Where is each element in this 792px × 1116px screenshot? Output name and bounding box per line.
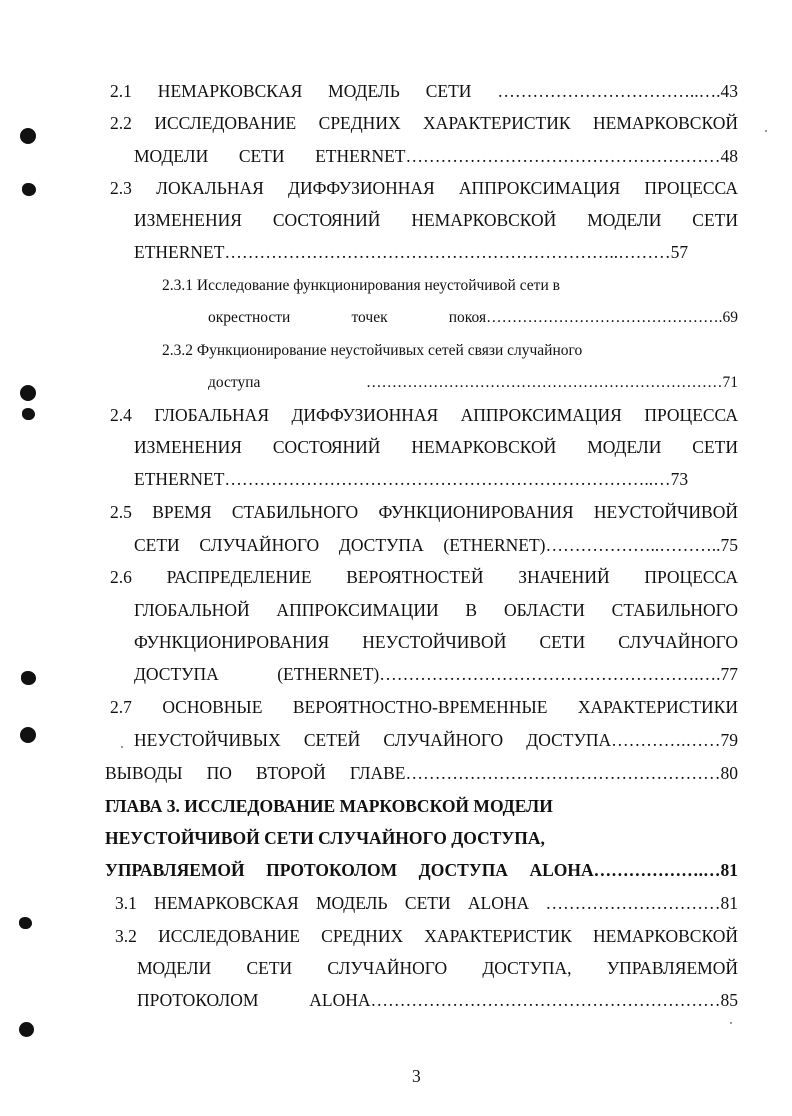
toc-entry-2-6-line1: 2.6 РАСПРЕДЕЛЕНИЕ ВЕРОЯТНОСТЕЙ ЗНАЧЕНИЙ ПРОЦЕССА xyxy=(110,567,738,587)
toc-entry-2-4-line2: ИЗМЕНЕНИЯ СОСТОЯНИЙ НЕМАРКОВСКОЙ МОДЕЛИ СЕТИ xyxy=(134,437,738,457)
toc-entry-2-6-line4: ДОСТУПА (ETHERNET)……………………………………………….….77 xyxy=(134,664,738,684)
toc-entry-2-7-line2: НЕУСТОЙЧИВЫХ СЕТЕЙ СЛУЧАЙНОГО ДОСТУПА………….……79 xyxy=(134,730,738,750)
punch-hole-mark xyxy=(19,917,32,929)
toc-entry-3-2-line1: 3.2 ИССЛЕДОВАНИЕ СРЕДНИХ ХАРАКТЕРИСТИК НЕМАРКОВСКОЙ xyxy=(115,926,738,946)
toc-entry-2-2-line2: МОДЕЛИ СЕТИ ETHERNET………………………………………………48 xyxy=(134,146,738,166)
toc-entry-2-6-line2: ГЛОБАЛЬНОЙ АППРОКСИМАЦИИ В ОБЛАСТИ СТАБИЛЬНОГО xyxy=(134,600,738,620)
toc-entry-2-3-1-line1: 2.3.1 Исследование функционирования неустойчивой сети в xyxy=(162,277,560,294)
toc-entry-2-2-line1: 2.2 ИССЛЕДОВАНИЕ СРЕДНИХ ХАРАКТЕРИСТИК НЕМАРКОВСКОЙ xyxy=(110,113,738,133)
toc-chapter-3-line2: НЕУСТОЙЧИВОЙ СЕТИ СЛУЧАЙНОГО ДОСТУПА, xyxy=(105,828,545,848)
scan-speck xyxy=(765,130,767,132)
toc-entry-2-4-line3: ETHERNET………………………………………………………………..…73 xyxy=(134,469,689,489)
scan-speck xyxy=(730,1022,732,1024)
toc-entry-3-2-line2: МОДЕЛИ СЕТИ СЛУЧАЙНОГО ДОСТУПА, УПРАВЛЯЕМОЙ xyxy=(137,958,738,978)
toc-entry-2-3-1-line2: окрестности точек покоя……………………………………….69 xyxy=(208,309,738,326)
toc-entry-2-3-line3: ETHERNET…………………………………………………………..………57 xyxy=(134,242,689,262)
punch-hole-mark xyxy=(19,1022,34,1037)
toc-entry-2-3-2-line2: доступа ……………………………………………………………71 xyxy=(208,374,738,391)
punch-hole-mark xyxy=(22,183,36,196)
toc-chapter-3-line3: УПРАВЛЯЕМОЙ ПРОТОКОЛОМ ДОСТУПА ALOHA……………….…81 xyxy=(105,860,738,880)
toc-entry-2-5-line2: СЕТИ СЛУЧАЙНОГО ДОСТУПА (ETHERNET)………………..………..75 xyxy=(134,535,738,555)
punch-hole-mark xyxy=(20,128,36,144)
toc-entry-2-7-line1: 2.7 ОСНОВНЫЕ ВЕРОЯТНОСТНО-ВРЕМЕННЫЕ ХАРАКТЕРИСТИКИ xyxy=(110,697,738,717)
page-number: 3 xyxy=(412,1066,421,1086)
punch-hole-mark xyxy=(20,385,36,401)
toc-entry-2-3-line1: 2.3 ЛОКАЛЬНАЯ ДИФФУЗИОННАЯ АППРОКСИМАЦИЯ ПРОЦЕССА xyxy=(110,178,738,198)
punch-hole-mark xyxy=(20,727,36,743)
toc-chapter-3-line1: ГЛАВА 3. ИССЛЕДОВАНИЕ МАРКОВСКОЙ МОДЕЛИ xyxy=(105,796,553,816)
toc-entry-2-3-2-line1: 2.3.2 Функционирование неустойчивых сетей связи случайного xyxy=(162,342,583,359)
toc-entry-2-6-line3: ФУНКЦИОНИРОВАНИЯ НЕУСТОЙЧИВОЙ СЕТИ СЛУЧАЙНОГО xyxy=(134,632,738,652)
toc-entry-conclusions: ВЫВОДЫ ПО ВТОРОЙ ГЛАВЕ………………………………………………80 xyxy=(105,763,738,783)
scan-speck xyxy=(121,746,123,748)
punch-hole-mark xyxy=(22,408,35,420)
toc-entry-2-4-line1: 2.4 ГЛОБАЛЬНАЯ ДИФФУЗИОННАЯ АППРОКСИМАЦИЯ ПРОЦЕССА xyxy=(110,405,738,425)
punch-hole-mark xyxy=(21,671,36,685)
toc-entry-3-1: 3.1 НЕМАРКОВСКАЯ МОДЕЛЬ СЕТИ ALOHA …………………………81 xyxy=(115,893,738,913)
toc-entry-2-3-line2: ИЗМЕНЕНИЯ СОСТОЯНИЙ НЕМАРКОВСКОЙ МОДЕЛИ СЕТИ xyxy=(134,210,738,230)
toc-entry-2-1: 2.1 НЕМАРКОВСКАЯ МОДЕЛЬ СЕТИ ……………………………..….43 xyxy=(110,81,738,101)
toc-entry-3-2-line3: ПРОТОКОЛОМ ALOHA……………………………………………………85 xyxy=(137,990,738,1010)
toc-entry-2-5-line1: 2.5 ВРЕМЯ СТАБИЛЬНОГО ФУНКЦИОНИРОВАНИЯ НЕУСТОЙЧИВОЙ xyxy=(110,502,738,522)
